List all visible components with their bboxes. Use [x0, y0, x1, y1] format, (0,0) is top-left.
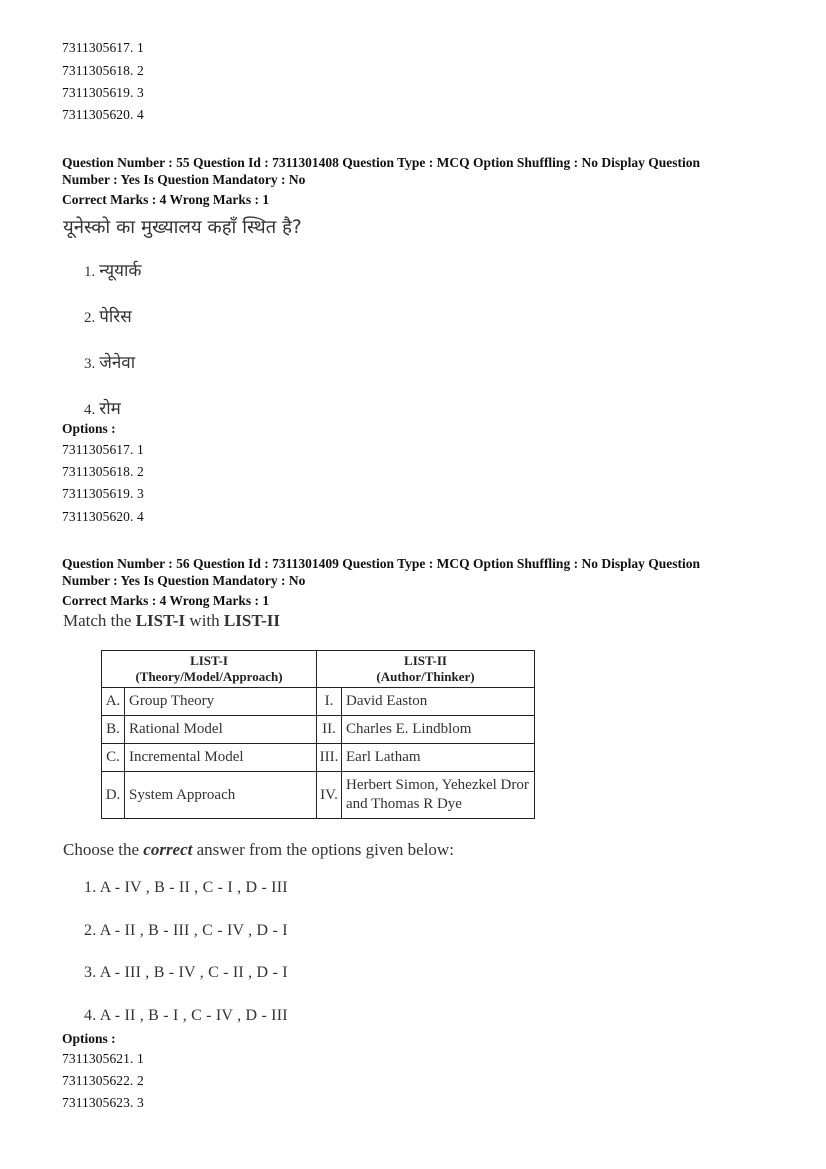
row-item: System Approach	[125, 772, 317, 819]
option-line: 7311305623. 3	[62, 1095, 144, 1110]
row-letter: B.	[102, 716, 125, 744]
row-letter: C.	[102, 744, 125, 772]
option-line: 7311305618. 2	[62, 63, 144, 78]
choose-suffix: answer from the options given below:	[192, 840, 454, 859]
table-row	[102, 688, 535, 716]
list2-header-title: LIST-II	[404, 653, 447, 668]
row-roman: I.	[317, 688, 342, 716]
table-row	[102, 716, 535, 744]
table-row	[102, 772, 535, 819]
row-item: Incremental Model	[125, 744, 317, 772]
q56-choice: 2. A - II , B - III , C - IV , D - I	[84, 922, 288, 939]
match-table	[101, 650, 535, 819]
q56-question-text	[63, 611, 280, 631]
list1-header-subtitle: (Theory/Model/Approach)	[135, 669, 283, 684]
q55-marks: Correct Marks : 4 Wrong Marks : 1	[62, 192, 270, 207]
q55-header-line2: Number : Yes Is Question Mandatory : No	[62, 172, 306, 187]
row-match: Charles E. Lindblom	[342, 716, 535, 744]
option-line: 7311305620. 4	[62, 509, 144, 524]
row-roman: IV.	[317, 772, 342, 819]
q55-choice	[84, 258, 141, 281]
table-row	[102, 744, 535, 772]
row-match: Earl Latham	[342, 744, 535, 772]
intro-list1: LIST-I	[135, 611, 186, 630]
intro-mid: with	[185, 611, 224, 630]
row-letter: A.	[102, 688, 125, 716]
choice-number: 3.	[84, 356, 96, 372]
intro-list2: LIST-II	[223, 611, 280, 630]
q56-header-line1: Question Number : 56 Question Id : 7311301409 Question Type : MCQ Option Shuffling : No Display Question	[62, 556, 700, 571]
q55-question-text: यूनेस्को का मुख्यालय कहाँ स्थित है?	[63, 217, 302, 238]
q55-options-label: Options :	[62, 421, 116, 436]
choice-text: पेरिस	[99, 307, 132, 327]
q56-choice: 1. A - IV , B - II , C - I , D - III	[84, 879, 288, 896]
q56-header-line2: Number : Yes Is Question Mandatory : No	[62, 573, 306, 588]
list1-header-title: LIST-I	[190, 653, 228, 668]
option-line: 7311305619. 3	[62, 486, 144, 501]
option-line: 7311305618. 2	[62, 464, 144, 479]
option-line: 7311305622. 2	[62, 1073, 144, 1088]
q56-choice: 4. A - II , B - I , C - IV , D - III	[84, 1007, 288, 1024]
table-header-row	[102, 651, 535, 688]
list2-header-subtitle: (Author/Thinker)	[376, 669, 475, 684]
q55-choice	[84, 350, 135, 373]
row-match: David Easton	[342, 688, 535, 716]
choice-number: 1.	[84, 264, 96, 280]
option-line: 7311305617. 1	[62, 442, 144, 457]
choice-number: 4.	[84, 402, 96, 418]
option-line: 7311305617. 1	[62, 40, 144, 55]
choice-text: जेनेवा	[99, 353, 136, 373]
intro-prefix: Match the	[63, 611, 136, 630]
q55-header-line1: Question Number : 55 Question Id : 7311301408 Question Type : MCQ Option Shuffling : No Display Question	[62, 155, 700, 170]
row-roman: II.	[317, 716, 342, 744]
option-line: 7311305620. 4	[62, 107, 144, 122]
choice-number: 2.	[84, 310, 96, 326]
q55-choice	[84, 396, 121, 419]
row-item: Group Theory	[125, 688, 317, 716]
option-line: 7311305619. 3	[62, 85, 144, 100]
option-line: 7311305621. 1	[62, 1051, 144, 1066]
choice-text: रोम	[99, 399, 121, 419]
list2-header	[317, 651, 535, 688]
q56-choice: 3. A - III , B - IV , C - II , D - I	[84, 964, 288, 981]
choice-text: न्यूयार्क	[99, 261, 142, 281]
row-letter: D.	[102, 772, 125, 819]
choose-emphasis: correct	[143, 840, 193, 859]
row-roman: III.	[317, 744, 342, 772]
q56-marks: Correct Marks : 4 Wrong Marks : 1	[62, 593, 270, 608]
list1-header	[102, 651, 317, 688]
row-match: Herbert Simon, Yehezkel Dror and Thomas R Dye	[342, 772, 535, 819]
row-item: Rational Model	[125, 716, 317, 744]
q56-instruction	[63, 840, 454, 860]
q55-choice	[84, 304, 132, 327]
q56-options-label: Options :	[62, 1031, 116, 1046]
choose-prefix: Choose the	[63, 840, 144, 859]
